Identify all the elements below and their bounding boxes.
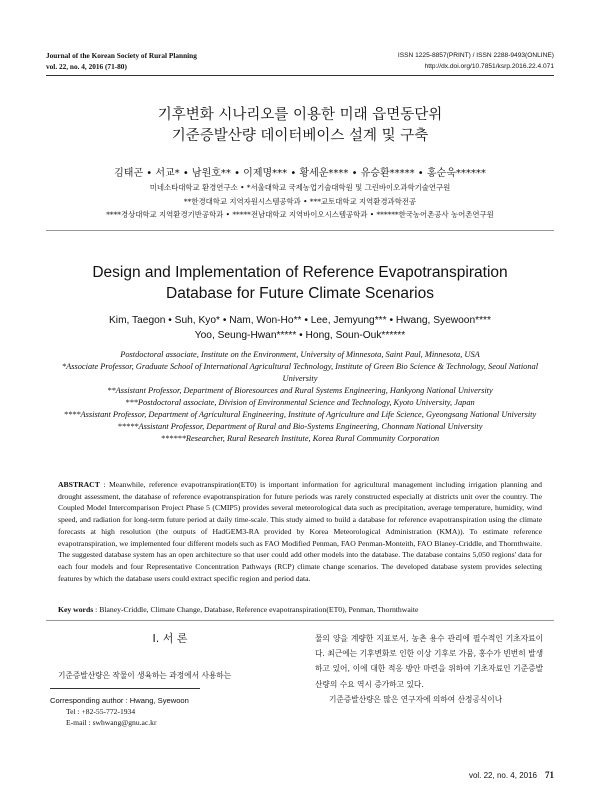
korean-affiliation-line: ****경상대학교 지역환경기반공학과 • *****전남대학교 지역바이오시스템공학과 • ******한국농어촌공사 농어촌연구원 bbox=[106, 210, 494, 219]
english-authors bbox=[0, 313, 600, 343]
english-authors-line2: Yoo, Seung-Hwan***** • Hong, Soun-Ouk****** bbox=[194, 330, 406, 341]
english-affiliation-line: *Associate Professor, Graduate School of International Agricultural Technology, Institute of Green Bio Science & Technology, Seoul National University bbox=[61, 362, 539, 383]
korean-title-line2: 기준증발산량 데이터베이스 설계 및 구축 bbox=[171, 128, 429, 144]
korean-affiliation-line: 미네소타대학교 환경연구소 • *서울대학교 국제농업기술대학원 및 그린바이오과학기술연구원 bbox=[149, 183, 451, 192]
corresponding-author-footnote bbox=[50, 695, 189, 728]
korean-authors: 김태곤 • 서교* • 남원호** • 이제명*** • 황세운**** • 유승환***** • 홍순욱****** bbox=[114, 168, 486, 179]
intro-left-text: 기준증발산량은 작물이 생육하는 과정에서 사용하는 bbox=[58, 671, 232, 680]
keywords-label: Key words bbox=[58, 605, 94, 614]
issn-header bbox=[398, 50, 554, 72]
english-affiliation-line: ******Researcher, Rural Research Institute, Korea Rural Community Corporation bbox=[160, 434, 440, 443]
korean-affiliations bbox=[0, 181, 600, 222]
english-affiliations bbox=[50, 349, 550, 445]
abstract-text: : Meanwhile, reference evapotranspiration(ET0) is important information for agricultural management including irrigation planning and drought assessment, the database of reference evapotranspiration for future periods was rarely constructed especially at districts unit over the country. The Coupled Model Intercomparison Project Phase 5 (CMIP5) provides several meteorological data such as precipitation, average temperature, humidity, wind speed, and radiation for long-term future period at daily time-scale. This study aimed to build a database for reference evapotranspiration using the climate forecasts at high resolution (the outputs of HadGEM3-RA provided by Korea Meteorological Administration (KMA)). To estimate reference evapotranspiration, we implemented four different models such as FAO Modified Penman, FAO Penman-Monteith, FAO Blaney-Criddle, and Thornthwaite. The suggested database system has an open architecture so that user could add other models into the database. The database contains 5,050 regions' data for each four models and four Representative Concentration Pathways (RCP) climate change scenarios. The developed database system provides selecting features by which the database users could extract specific region and period data. bbox=[58, 480, 542, 583]
section-heading: Ⅰ. 서 론 bbox=[152, 632, 188, 645]
page-footer bbox=[469, 770, 554, 780]
page-number: 71 bbox=[545, 770, 554, 780]
intro-right-column bbox=[315, 631, 543, 707]
korean-title-line1: 기후변화 시나리오를 이용한 미래 읍면동단위 bbox=[157, 107, 443, 123]
journal-name: Journal of the Korean Society of Rural Planning bbox=[46, 51, 197, 60]
intro-paragraph: 기준증발산량은 많은 연구자에 의하여 산정공식이나 bbox=[329, 694, 503, 704]
corresponding-author: Corresponding author : Hwang, Syewoon bbox=[50, 696, 189, 705]
corresponding-tel: Tel : +82-55-772-1934 bbox=[66, 707, 136, 716]
english-title-line1: Design and Implementation of Reference Evapotranspiration bbox=[92, 264, 508, 281]
english-affiliation-line: *****Assistant Professor, Department of Rural and Bio-Systems Engineering, Chonnam National University bbox=[117, 422, 483, 431]
korean-affiliation-line: **한경대학교 지역자원시스템공학과 • ***교토대학교 지역환경과학전공 bbox=[183, 196, 417, 206]
english-affiliation-line: ***Postdoctoral associate, Division of Environmental Science and Technology, Kyoto University, Japan bbox=[125, 398, 475, 407]
english-affiliation-line: Postdoctoral associate, Institute on the Environment, University of Minnesota, Saint Paul, Minnesota, USA bbox=[120, 350, 480, 359]
intro-paragraph: 물의 양을 계량한 지표로서, 농촌 용수 관리에 필수적인 기초자료이다. 최근에는 기후변화로 인한 이상 기후로 가뭄, 홍수가 빈번히 발생하고 있어, 이에 대한 적응 방안 마련을 위하여 기초자료인 기준증발산량의 수요 역시 증가하고 있다. bbox=[315, 634, 543, 689]
title-rule bbox=[46, 230, 554, 231]
keywords-rule bbox=[46, 620, 554, 621]
issn: ISSN 1225-8857(PRINT) / ISSN 2288-9493(ONLINE) bbox=[397, 52, 554, 59]
english-affiliation-line: ****Assistant Professor, Department of Agricultural Engineering, Institute of Agriculture and Life Science, Gyeongsang National University bbox=[63, 410, 537, 419]
corresponding-email[interactable]: E-mail : swhwang@gnu.ac.kr bbox=[66, 718, 157, 727]
english-authors-line1: Kim, Taegon • Suh, Kyo* • Nam, Won-Ho** • Lee, Jemyung*** • Hwang, Syewoon**** bbox=[109, 315, 491, 326]
english-title-line2: Database for Future Climate Scenarios bbox=[166, 285, 434, 302]
footer-issue: vol. 22, no. 4, 2016 bbox=[468, 771, 537, 780]
footnote-rule bbox=[50, 688, 200, 689]
keywords bbox=[58, 604, 542, 615]
header-rule bbox=[46, 75, 554, 76]
korean-title bbox=[0, 105, 600, 147]
journal-header bbox=[46, 50, 197, 72]
abstract-label: ABSTRACT bbox=[58, 480, 100, 489]
abstract bbox=[58, 479, 542, 584]
doi-link[interactable]: http://dx.doi.org/10.7851/ksrp.2016.22.4.071 bbox=[424, 63, 554, 70]
journal-volume: vol. 22, no. 4, 2016 (71-80) bbox=[46, 62, 127, 71]
english-affiliation-line: **Assistant Professor, Department of Bioresources and Rural Systems Engineering, Hankyong National University bbox=[107, 386, 493, 395]
english-title bbox=[0, 262, 600, 304]
keywords-text: : Blaney-Criddle, Climate Change, Database, Reference evapotranspiration(ET0), Penman, Thornthwaite bbox=[93, 605, 419, 614]
